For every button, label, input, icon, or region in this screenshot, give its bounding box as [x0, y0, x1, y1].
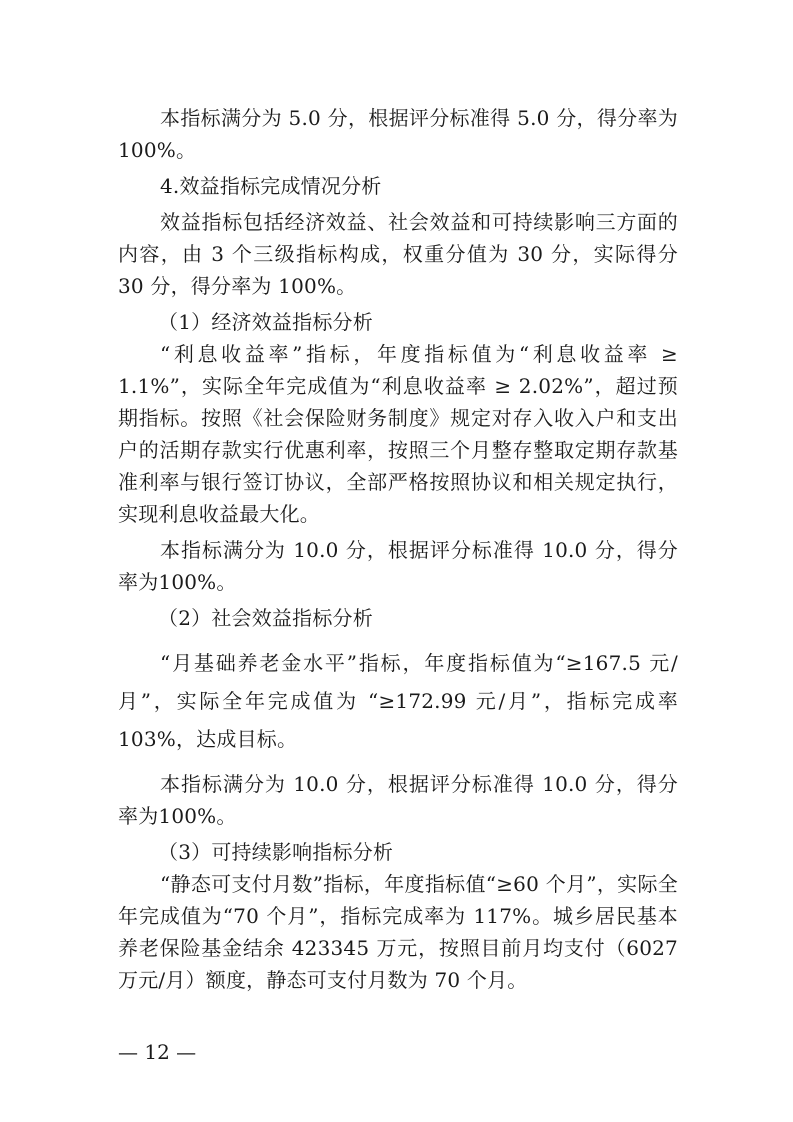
paragraph-payable-months: “静态可支付月数”指标，年度指标值“≥60 个月”，实际全年完成值为“70 个月”，指标完成率为 117%。城乡居民基本养老保险基金结余 423345 万元，按照目前月均支付（6027 万元/月）额度，静态可支付月数为 70 个月。	[118, 872, 678, 992]
page-number: — 12 —	[118, 1040, 197, 1064]
subheading-sustainability: （3）可持续影响指标分析	[158, 840, 394, 864]
document-body	[118, 102, 678, 996]
paragraph-score-summary-3: 本指标满分为 10.0 分，根据评分标准得 10.0 分，得分率为100%。	[118, 772, 678, 828]
paragraph-score-summary-2: 本指标满分为 10.0 分，根据评分标准得 10.0 分，得分率为100%。	[118, 538, 678, 594]
paragraph-pension-level: “月基础养老金水平”指标，年度指标值为“≥167.5 元/月”，实际全年完成值为 “≥172.99 元/月”，指标完成率 103%，达成目标。	[118, 651, 678, 751]
paragraph-score-summary-1: 本指标满分为 5.0 分，根据评分标准得 5.0 分，得分率为100%。	[118, 106, 678, 162]
subheading-economic-benefit: （1）经济效益指标分析	[158, 310, 373, 334]
section-heading-benefit-indicators: 4.效益指标完成情况分析	[160, 174, 382, 198]
paragraph-benefit-overview: 效益指标包括经济效益、社会效益和可持续影响三方面的内容，由 3 个三级指标构成，权重分值为 30 分，实际得分 30 分，得分率为 100%。	[118, 210, 678, 298]
subheading-social-benefit: （2）社会效益指标分析	[158, 606, 373, 630]
paragraph-interest-yield: “利息收益率”指标，年度指标值为“利息收益率 ≥ 1.1%”，实际全年完成值为“利息收益率 ≥ 2.02%”，超过预期指标。按照《社会保险财务制度》规定对存入收入户和支出户的活期存款实行优惠利率，按照三个月整存整取定期存款基准利率与银行签订协议，全部严格按照协议和相关规定执行，实现利息收益最大化。	[118, 342, 678, 526]
